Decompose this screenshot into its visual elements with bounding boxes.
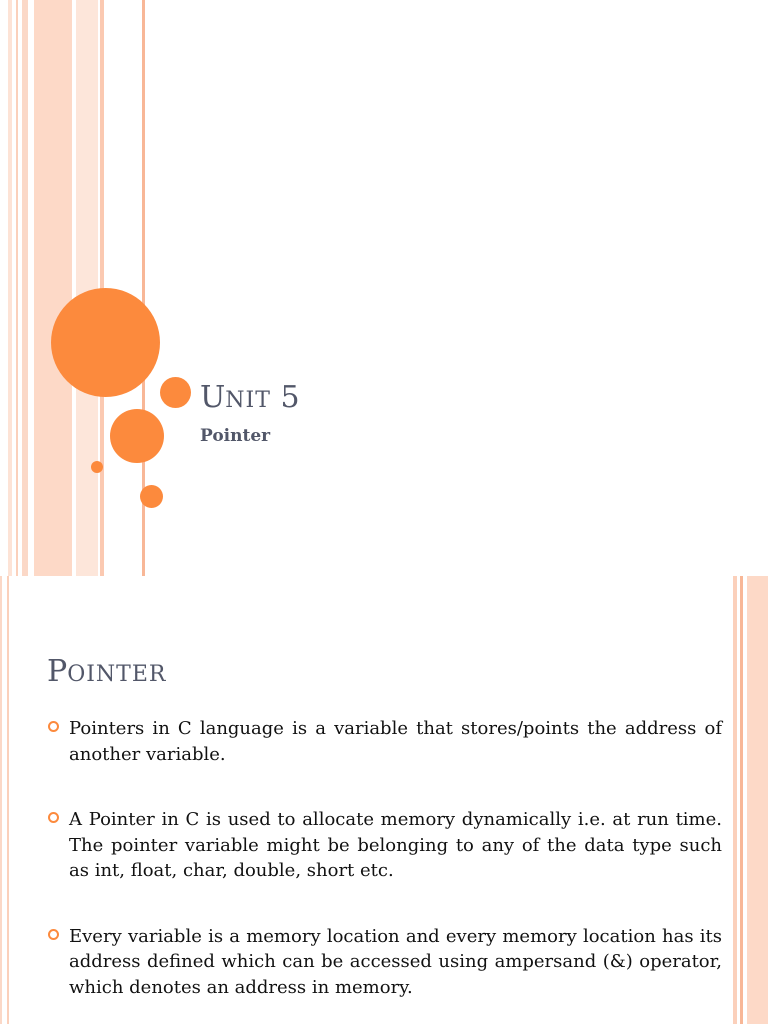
bullet-text: A Pointer in C is used to allocate memory dynamically i.e. at run time. The pointer variable might be belonging to any of the data type such as int, float, char, double, short etc. (69, 809, 722, 881)
decorative-circle-small (140, 485, 163, 508)
decorative-circle-tiny (91, 461, 103, 473)
slide-subtitle: Pointer (200, 426, 271, 446)
title-rest: NIT (225, 388, 271, 413)
bullet-item (48, 807, 722, 884)
slide-title (47, 654, 166, 689)
slide-title (200, 380, 300, 415)
bullet-circle-icon (48, 929, 59, 940)
bullet-item (48, 924, 722, 1001)
content-slide (0, 576, 768, 1024)
decorative-stripe (8, 0, 12, 576)
title-initial: U (200, 380, 226, 415)
bullet-circle-icon (48, 721, 59, 732)
bullet-list (48, 716, 722, 1024)
decorative-stripe (22, 0, 28, 576)
decorative-stripe (0, 576, 2, 1024)
title-initial: P (47, 654, 68, 689)
bullet-text: Pointers in C language is a variable that stores/points the address of another variable. (69, 718, 722, 765)
title-number: 5 (280, 380, 300, 415)
decorative-circle-large (51, 288, 160, 397)
decorative-stripe (747, 576, 768, 1024)
bullet-circle-icon (48, 812, 59, 823)
decorative-stripe (7, 576, 9, 1024)
decorative-stripe (740, 576, 743, 1024)
decorative-circle-small (160, 377, 191, 408)
decorative-stripe (733, 576, 737, 1024)
decorative-circle-medium (110, 409, 164, 463)
decorative-stripe (16, 0, 18, 576)
decorative-stripe (34, 0, 72, 576)
bullet-text: Every variable is a memory location and every memory location has its address defined which can be accessed using ampersand (&) operator, which denotes an address in memory. (69, 925, 722, 998)
title-rest: OINTER (67, 662, 167, 687)
bullet-item (48, 716, 722, 767)
